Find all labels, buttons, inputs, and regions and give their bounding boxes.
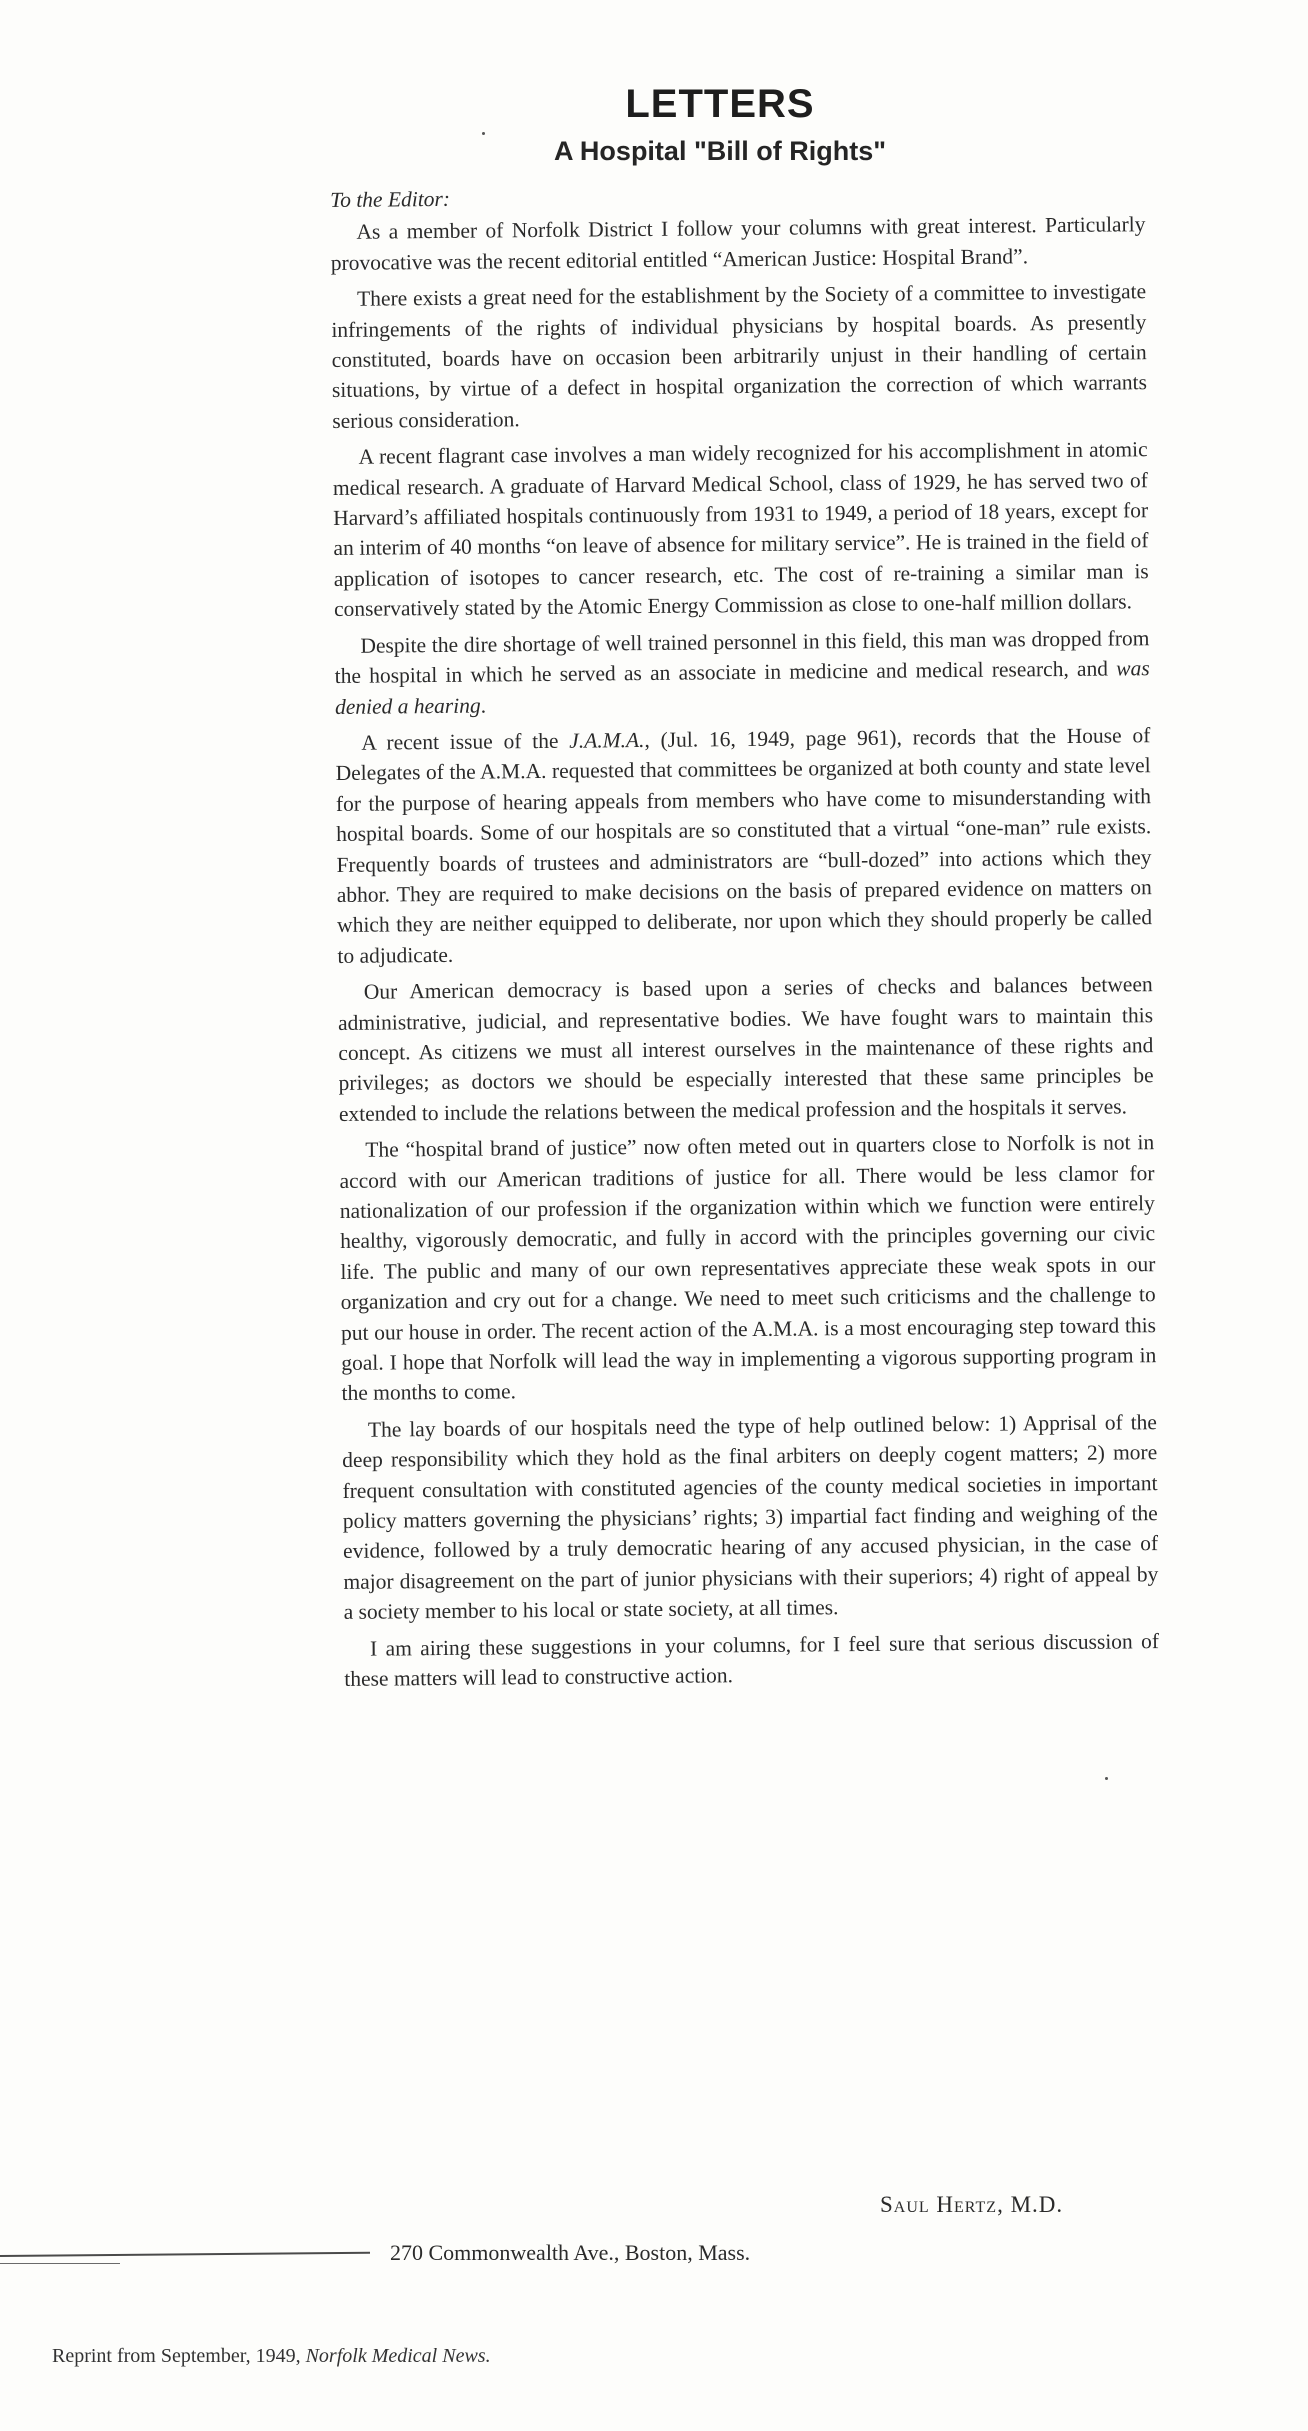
signature: Saul Hertz, M.D. [880, 2192, 1064, 2217]
paragraph-text: Despite the dire shortage of well trained personnel in this field, this man was dropped from the hospital in which he served as an associate in medicine and medical research, and [334, 625, 1150, 689]
paragraph: A recent flagrant case involves a man widely recognized for his accomplishment in atomic medical research. A graduate of Harvard Medical School, class of 1929, he has served two of Harvard’s affiliated hospitals continuously from 1931 to 1949, a period of 18 years, except for an interim of 40 months “on leave of absence for military service”. He is trained in the field of application of isotopes to cancer research, etc. The cost of re-training a similar man is conservatively stated by the Atomic Energy Commission as close to one-half million dollars. [332, 437, 1149, 622]
paragraph: Our American democracy is based upon a series of checks and balances between administrative, judicial, and representative bodies. We have fought wars to maintain this concept. As citizens we must all interest ourselves in the maintenance of these rights and privileges; as doctors we should be especially interested that these same principles be extended to include the relations between the medical profession and the hospitals it serves. [337, 972, 1154, 1126]
reprint-note [52, 2345, 491, 2368]
paragraph: There exists a great need for the establishment by the Society of a committee to investigate infringements of the rights of individual physicians by hospital boards. As presently constituted, boards have on occasion been arbitrarily unjust in their handling of certain situations, by virtue of a defect in hospital organization the correction of which warrants serious consideration. [331, 279, 1148, 433]
letter-body [330, 177, 1160, 1700]
paragraph: As a member of Norfolk District I follow your columns with great interest. Particularly provocative was the recent editorial entitled “American Justice: Hospital Brand”. [330, 212, 1146, 275]
source-publication: Norfolk Medical News. [305, 2345, 491, 2367]
paragraph [335, 720, 1152, 971]
paragraph-text: , (Jul. 16, 1949, page 961), records that the House of Delegates of the A.M.A. requested that committees be organized at both county and state level for the purpose of hearing appeals from members who have come to misunderstanding with hospital boards. Some of our hospitals are so constituted that a virtual “one-man” rule exists. Frequently boards of trustees and administrators are “bull-dozed” into actions which they abhor. They are required to make decisions on the basis of prepared evidence on matters on which they are neither equipped to deliberate, nor upon which they should properly be called to adjudicate. [335, 723, 1153, 968]
divider-line [0, 2252, 370, 2257]
letter-headline: A Hospital "Bill of Rights" [553, 136, 887, 166]
reprint-text: Reprint from September, 1949, [52, 2345, 306, 2367]
ink-speck [482, 132, 485, 135]
paragraph: I am airing these suggestions in your columns, for I feel sure that serious discussion of these matters will lead to constructive action. [344, 1628, 1160, 1692]
salutation: To the Editor: [330, 186, 451, 212]
paragraph [334, 623, 1150, 722]
section-title: LETTERS [625, 82, 815, 126]
paragraph: The lay boards of our hospitals need the type of help outlined below: 1) Apprisal of the deep responsibility which they hold as the final arbiters on deeply cogent matters; 2) more frequent consultation with constituted agencies of the county medical societies in important policy matters governing the physicians’ rights; 3) impartial fact finding and weighing of the evidence, followed by a truly democratic hearing of any accused physician, in the case of major disagreement on the part of junior physicians with their superiors; 4) right of appeal by a society member to his local or state society, at all times. [342, 1409, 1159, 1625]
journal-name: J.A.M.A. [569, 727, 645, 753]
paragraph-end: . [480, 693, 487, 718]
paragraph-text: A recent issue of the [361, 728, 570, 755]
ink-speck [1105, 1777, 1108, 1780]
paragraph: The “hospital brand of justice” now often meted out in quarters close to Norfolk is not in accord with our American traditions of justice for all. There would be less clamor for nationalization of our profession if the organization within which we function were entirely healthy, vigorously democratic, and fully in accord with the principles governing our civic life. The public and many of our own representatives appreciate these weak spots in our organization and cry out for a change. We need to meet such criticisms and the challenge to put our house in order. The recent action of the A.M.A. is a most encouraging step toward this goal. I hope that Norfolk will lead the way in implementing a vigorous supporting program in the months to come. [339, 1130, 1157, 1406]
author-address: 270 Commonwealth Ave., Boston, Mass. [390, 2240, 751, 2265]
emphasis-text: was denied a hearing [334, 656, 1150, 719]
divider-line [0, 2263, 120, 2264]
